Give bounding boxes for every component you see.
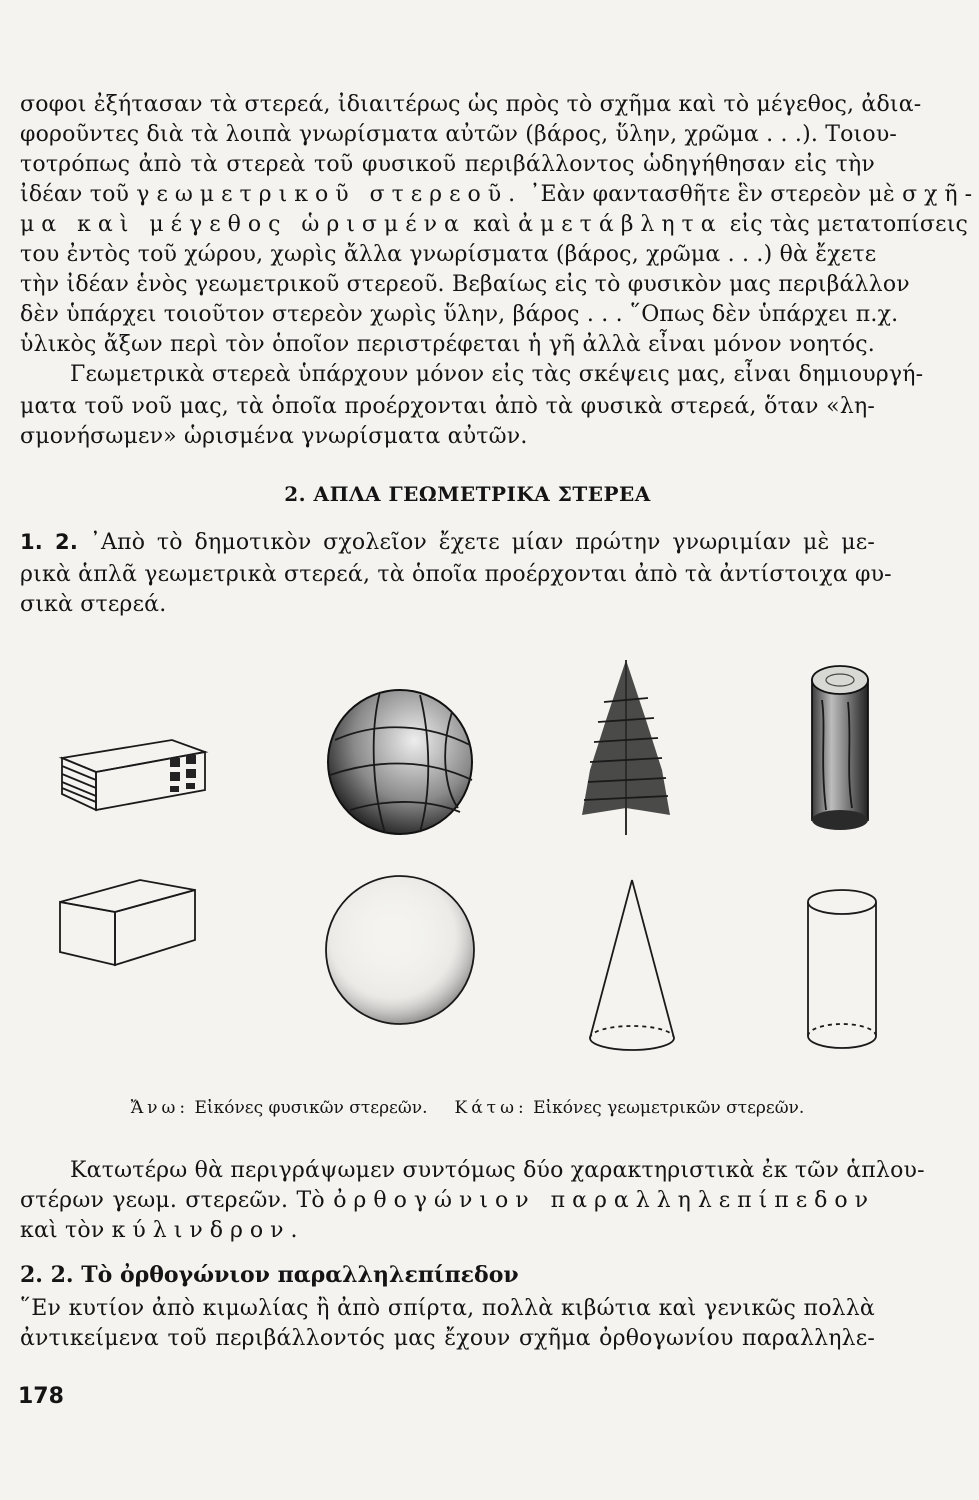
- text-line: ματα τοῦ νοῦ μας, τὰ ὁποῖα προέρχονται ἀπὸ τὰ φυσικὰ στερεά, ὅταν «λη-: [20, 394, 875, 419]
- text-fragment: καὶ: [473, 212, 511, 237]
- text-line: δὲν ὑπάρχει τοιοῦτον στερεὸν χωρὶς ὕλην, βάρος . . . ῞Οπως δὲν ὑπάρχει π.χ.: [20, 302, 899, 327]
- subsection-number: 1. 2.: [20, 530, 79, 554]
- text-line: [20, 1188, 875, 1213]
- caption-text: Εἰκόνες φυσικῶν στερεῶν.: [194, 1098, 428, 1118]
- emphasis-text: κύλινδρον.: [111, 1218, 305, 1243]
- tree-illustration: [582, 660, 670, 835]
- caption-text: Εἰκόνες γεωμετρικῶν στερεῶν.: [533, 1098, 805, 1118]
- text-fragment: ᾿Απὸ τὸ δημοτικὸν σχολεῖον ἔχετε μίαν πρώτην γνωριμίαν μὲ με-: [89, 530, 875, 555]
- text-line: ἀντικείμενα τοῦ περιβάλλοντός μας ἔχουν σχῆμα ὀρθογωνίου παραλληλε-: [20, 1326, 875, 1351]
- text-line: του ἐντὸς τοῦ χώρου, χωρὶς ἄλλα γνωρίσματα (βάρος, χρῶμα . . .) θὰ ἔχετε: [20, 242, 877, 267]
- text-line: [20, 530, 875, 555]
- text-line: σμονήσωμεν» ὡρισμένα γνωρίσματα αὐτῶν.: [20, 424, 528, 449]
- box-illustration: [60, 880, 195, 965]
- figure-caption: [0, 1098, 935, 1118]
- text-line: τὴν ἰδέαν ἑνὸς γεωμετρικοῦ στερεοῦ. Βεβαίως εἰς τὸ φυσικὸν μας περιβάλλον: [20, 272, 910, 297]
- text-line: Γεωμετρικὰ στερεὰ ὑπάρχουν μόνον εἰς τὰς σκέψεις μας, εἶναι δημιουργή-: [70, 362, 924, 387]
- subsection-title: 2. 2. Τὸ ὀρθογώνιον παραλληλεπίπεδον: [20, 1262, 519, 1288]
- text-line: σοφοι ἐξήτασαν τὰ στερεά, ἰδιαιτέρως ὡς πρὸς τὸ σχῆμα καὶ τὸ μέγεθος, ἀδια-: [20, 92, 922, 117]
- brick-illustration: [62, 740, 205, 810]
- emphasis-text: σχῆ-: [902, 182, 979, 207]
- text-fragment: ἰδέαν τοῦ: [20, 182, 130, 207]
- page-number: 178: [18, 1384, 64, 1409]
- text-line: Κατωτέρω θὰ περιγράψωμεν συντόμως δύο χαρακτηριστικὰ ἐκ τῶν ἁπλου-: [70, 1158, 925, 1183]
- text-line: [20, 212, 969, 237]
- text-fragment: στέρων γεωμ. στερεῶν. Τὸ: [20, 1188, 325, 1213]
- solids-figure: [0, 640, 935, 1080]
- text-line: [20, 1218, 875, 1243]
- emphasis-text: ἀμετάβλητα: [518, 212, 723, 237]
- text-line: [20, 182, 979, 207]
- ball-illustration: [328, 690, 472, 834]
- cylinder-illustration: [808, 890, 876, 1048]
- text-line: ὑλικὸς ἄξων περὶ τὸν ὁποῖον περιστρέφεται ἡ γῆ ἀλλὰ εἶναι μόνον νοητός.: [20, 332, 875, 357]
- caption-label: Ἄνω:: [130, 1098, 190, 1118]
- text-fragment: καὶ τὸν: [20, 1218, 105, 1243]
- emphasis-text: γεωμετρικοῦ στερεοῦ.: [136, 182, 523, 207]
- log-illustration: [812, 666, 868, 830]
- text-line: ρικὰ ἁπλᾶ γεωμετρικὰ στερεά, τὰ ὁποῖα προέρχονται ἀπὸ τὰ ἀντίστοιχα φυ-: [20, 562, 892, 587]
- text-line: τοτρόπως ἀπὸ τὰ στερεὰ τοῦ φυσικοῦ περιβάλλοντος ὡδηγήθησαν εἰς τὴν: [20, 152, 875, 177]
- emphasis-text: ὀρθογώνιον παραλληλεπίπεδον: [333, 1188, 875, 1213]
- text-line: σικὰ στερεά.: [20, 592, 167, 617]
- text-line: φοροῦντες διὰ τὰ λοιπὰ γνωρίσματα αὐτῶν (βάρος, ὕλην, χρῶμα . . .). Τοιου-: [20, 122, 898, 147]
- text-fragment: ᾿Εὰν φαντασθῆτε ἓν στερεὸν μὲ: [529, 182, 895, 207]
- text-line: ῞Εν κυτίον ἀπὸ κιμωλίας ἢ ἀπὸ σπίρτα, πολλὰ κιβώτια καὶ γενικῶς πολλὰ: [20, 1296, 875, 1321]
- sphere-illustration: [326, 876, 474, 1024]
- cone-illustration: [590, 880, 674, 1050]
- caption-label: Κάτω:: [454, 1098, 528, 1118]
- text-fragment: εἰς τὰς μετατοπίσεις: [729, 212, 969, 237]
- emphasis-text: μα καὶ μέγεθος ὡρισμένα: [20, 212, 466, 237]
- section-title: 2. ΑΠΛΑ ΓΕΩΜΕΤΡΙΚΑ ΣΤΕΡΕΑ: [284, 482, 651, 506]
